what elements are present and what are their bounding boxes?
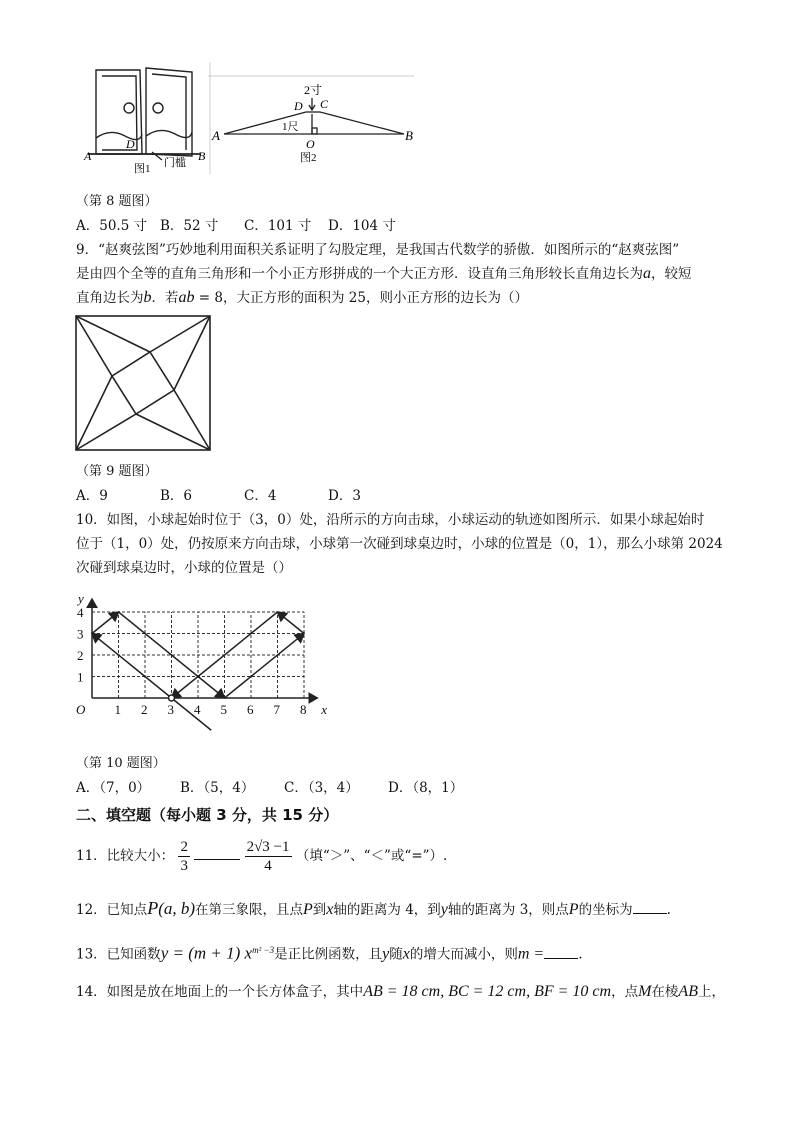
q11-frac1-den: 3 xyxy=(180,858,188,874)
q10-trajectory xyxy=(92,599,317,730)
q12-text1: 在第三象限，且点 xyxy=(195,902,304,918)
q9-zhaoshuang-figure xyxy=(74,314,212,452)
q9-line2 xyxy=(76,264,692,284)
q10-option-a[interactable]: A．（7，0） xyxy=(76,780,151,796)
fig8-point-o2: O xyxy=(306,137,315,151)
left-door-wave xyxy=(96,132,142,139)
q10-line3: 次碰到球桌边时，小球的位置是（） xyxy=(76,560,292,576)
fig9-caption: （第 9 题图） xyxy=(76,464,158,479)
fig8-fig2-label: 图2 xyxy=(300,152,317,164)
q13-answer-blank[interactable] xyxy=(544,944,578,959)
right-door-knob xyxy=(153,103,163,113)
y-tick-label: 1 xyxy=(77,669,84,685)
q13-end: . xyxy=(578,946,583,963)
q13-text1: 是正比例函数，且 xyxy=(274,946,383,963)
q9-var-a: a xyxy=(643,265,651,282)
q11-frac2-den: 4 xyxy=(264,858,272,874)
x-tick-label: 3 xyxy=(167,702,174,717)
q12-var-y: y xyxy=(440,901,448,918)
q12-prefix: 12．已知点 xyxy=(76,902,148,918)
q12-text4: 轴的距离为 3，则点 xyxy=(447,902,569,918)
q8-option-c[interactable]: C．101 寸 xyxy=(244,218,312,234)
q12-point-p2: P xyxy=(303,901,313,918)
q9-line1: 9．“赵爽弦图”巧妙地利用面积关系证明了勾股定理，是我国古代数学的骄傲．如图所示的“赵爽弦图” xyxy=(76,242,680,258)
q11-line xyxy=(76,836,447,876)
x-tick-label: 8 xyxy=(300,702,307,717)
fig8-label-1chi: 1尺 xyxy=(282,121,299,133)
q10-option-b[interactable]: B．（5，4） xyxy=(180,780,255,796)
fig8-point-d1: D xyxy=(126,137,135,151)
q9-expr-ab: ab xyxy=(178,289,195,306)
q9-line3-end: = 8，大正方形的面积为 25，则小正方形的边长为（） xyxy=(194,290,528,306)
q8-option-b[interactable]: B．52 寸 xyxy=(160,218,219,234)
q9-line2-text: 是由四个全等的直角三角形和一个小正方形拼成的一个大正方形．设直角三角形较长直角边长为 xyxy=(76,266,643,282)
trajectory-segment xyxy=(278,612,305,634)
q9-line3 xyxy=(76,288,528,308)
q13-text3: 的增大而减小，则 xyxy=(409,946,518,963)
q12-answer-blank[interactable] xyxy=(633,899,667,914)
fig10-caption: （第 10 题图） xyxy=(76,756,166,771)
q10-line2: 位于（1，0）处，仍按原来方向击球，小球第一次碰到球桌边时，小球的位置是（0，1），那么小球第 2024 xyxy=(76,536,723,552)
q14-line xyxy=(76,982,725,1002)
q14-text1: ，点 xyxy=(611,984,639,1000)
trajectory-segment xyxy=(92,612,119,634)
q9-option-b[interactable]: B．6 xyxy=(160,488,193,504)
big-square xyxy=(76,316,210,450)
q13-text2: 随 xyxy=(389,946,403,963)
q9-option-c[interactable]: C．4 xyxy=(244,488,277,504)
q10-options xyxy=(76,776,492,796)
q12-var-x: x xyxy=(326,901,334,918)
q11-fraction-2 xyxy=(245,838,292,875)
fig8-point-a1: A xyxy=(84,149,92,163)
q14-dimensions: AB = 18 cm, BC = 12 cm, BF = 10 cm xyxy=(363,983,612,1000)
q11-prefix: 11．比较大小： xyxy=(76,848,175,864)
trajectory-segment xyxy=(225,634,305,699)
y-axis-label: y xyxy=(78,591,84,607)
fig8-label-2cun: 2寸 xyxy=(304,83,323,97)
fig8-caption: （第 8 题图） xyxy=(76,194,158,209)
q9-line3-text: 直角边长为 xyxy=(76,290,144,306)
q9-option-d[interactable]: D．3 xyxy=(328,488,361,504)
left-door-panel xyxy=(96,70,142,154)
q9-option-a[interactable]: A．9 xyxy=(76,488,108,504)
fig8-triangle-figure xyxy=(208,62,414,174)
q9-line3-text2: ．若 xyxy=(151,290,179,306)
fig8-point-b2: B xyxy=(405,128,413,143)
fig8-door-figure xyxy=(80,62,215,174)
q11-frac2-num: 2√3 −1 xyxy=(246,839,290,855)
q14-text2: 在棱 xyxy=(651,984,679,1000)
q12-text5: 的坐标为 xyxy=(578,902,633,918)
fig8-point-c2: C xyxy=(320,97,329,111)
q14-end: 上， xyxy=(697,984,725,1000)
ball xyxy=(169,695,175,701)
q9-options xyxy=(76,484,412,504)
q10-option-c[interactable]: C．（3，4） xyxy=(284,780,359,796)
origin-label: O xyxy=(76,702,86,717)
q11-suffix: （填“＞”、“＜”或“=”）. xyxy=(295,848,448,864)
right-door-wave xyxy=(146,130,192,137)
q13-line xyxy=(76,940,582,965)
q13-var-y: y xyxy=(382,945,390,963)
q12-text3: 轴的距离为 4，到 xyxy=(333,902,441,918)
x-tick-label: 1 xyxy=(114,702,121,717)
x-tick-label: 5 xyxy=(220,702,227,717)
q11-frac1-num: 2 xyxy=(180,839,188,855)
fig8-point-a2: A xyxy=(212,128,220,143)
q8-option-a[interactable]: A．50.5 寸 xyxy=(76,218,148,234)
q14-edge-ab: AB xyxy=(678,983,698,1000)
q8-options xyxy=(76,214,412,234)
q10-billiard-figure xyxy=(70,586,338,746)
trajectory-segment xyxy=(92,634,172,699)
q14-prefix: 14．如图是放在地面上的一个长方体盒子，其中 xyxy=(76,984,364,1000)
fig8-point-b1: B xyxy=(198,149,206,163)
y-tick-label: 3 xyxy=(77,626,84,642)
x-axis-label: x xyxy=(321,702,328,717)
q14-point-m: M xyxy=(638,983,652,1000)
q10-grid xyxy=(92,612,304,698)
q9-var-b: b xyxy=(143,289,152,306)
small-square xyxy=(112,352,174,414)
right-door-panel xyxy=(146,68,192,156)
x-tick-label: 2 xyxy=(141,702,148,717)
x-tick-label: 7 xyxy=(273,702,280,717)
q12-end: . xyxy=(666,902,671,918)
cue-line xyxy=(172,698,212,730)
right-angle-mark xyxy=(312,128,317,134)
q13-var-x: x xyxy=(402,945,410,963)
fig8-fig1-label: 图1 xyxy=(134,163,151,174)
q12-point-p: P xyxy=(147,898,159,918)
left-door-knob xyxy=(124,103,134,113)
q13-function: y = (m + 1) x xyxy=(160,943,253,963)
q13-var-m: m = xyxy=(517,945,545,963)
q11-answer-blank[interactable] xyxy=(194,845,240,860)
section2-title: 二、填空题（每小题 3 分，共 15 分） xyxy=(76,806,339,824)
q13-exponent: m² −3 xyxy=(252,945,275,955)
q10-option-d[interactable]: D．（8，1） xyxy=(388,780,464,796)
q8-option-d[interactable]: D．104 寸 xyxy=(328,218,396,234)
q12-line xyxy=(76,898,671,920)
x-tick-label: 4 xyxy=(194,702,201,717)
q10-line1: 10．如图，小球起始时位于（3，0）处，沿所示的方向击球，小球运动的轨迹如图所示．如果小球起始时 xyxy=(76,512,705,528)
q12-coords: (a, b) xyxy=(158,899,196,918)
fig8-threshold-label: 门槛 xyxy=(164,157,186,169)
q11-fraction-1 xyxy=(178,838,190,875)
q12-text2: 到 xyxy=(312,902,327,918)
q13-prefix: 13．已知函数 xyxy=(76,946,161,963)
y-tick-label: 2 xyxy=(77,648,84,663)
q9-line2-end: ，较短 xyxy=(651,266,692,282)
segment-cb xyxy=(320,112,404,134)
x-tick-label: 6 xyxy=(247,702,254,717)
q12-point-p3: P xyxy=(568,901,579,918)
y-tick-label: 4 xyxy=(77,605,84,620)
fig8-point-d2: D xyxy=(294,99,303,113)
